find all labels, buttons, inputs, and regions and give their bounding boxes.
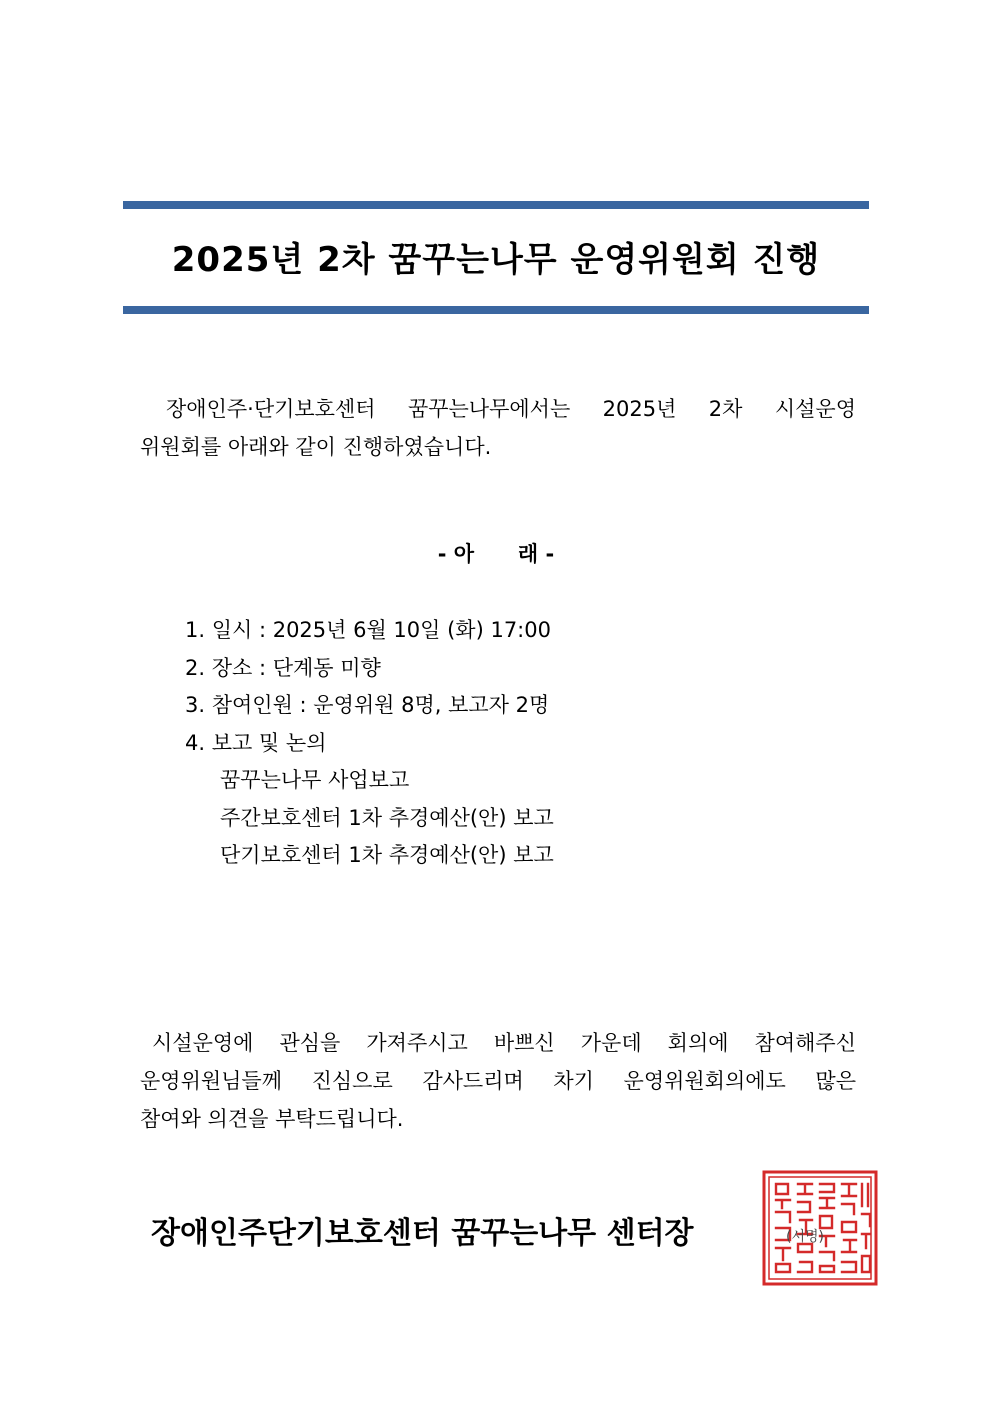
notice-heading: - 아 래 - [437,542,555,566]
agenda-subitem: 주간보호센터 1차 추경예산(안) 보고 [220,805,554,830]
agenda-item-location: 2. 장소 : 단계동 미향 [185,655,381,680]
closing-line-1: 시설운영에 관심을 가져주시고 바쁘신 가운데 회의에 참여해주신 [152,1031,856,1055]
signature-line: 장애인주단기보호센터 꿈꾸는나무 센터장 [151,1216,694,1251]
closing-line-2: 운영위원님들께 진심으로 감사드리며 차기 운영위원회의에도 많은 [140,1069,856,1093]
signature-mark: (서명) [786,1229,824,1245]
title-top-rule [123,201,869,209]
agenda-subitem: 단기보호센터 1차 추경예산(안) 보고 [220,843,554,867]
intro-line-2: 위원회를 아래와 같이 진행하였습니다. [140,435,492,459]
document-title: 2025년 2차 꿈꾸는나무 운영위원회 진행 [171,240,821,280]
agenda-subitem: 꿈꾸는나무 사업보고 [220,768,410,792]
title-bottom-rule [123,306,869,314]
agenda-item-reports: 4. 보고 및 논의 [185,730,327,755]
agenda-list [185,612,554,875]
intro-paragraph [140,390,856,466]
closing-paragraph [140,1024,856,1138]
agenda-item-attendees: 3. 참여인원 : 운영위원 8명, 보고자 2명 [185,693,550,717]
intro-line-1: 장애인주·단기보호센터 꿈꾸는나무에서는 2025년 2차 시설운영 [166,397,856,421]
agenda-item-datetime: 1. 일시 : 2025년 6월 10일 (화) 17:00 [185,618,551,642]
closing-line-3: 참여와 의견을 부탁드립니다. [140,1107,404,1131]
